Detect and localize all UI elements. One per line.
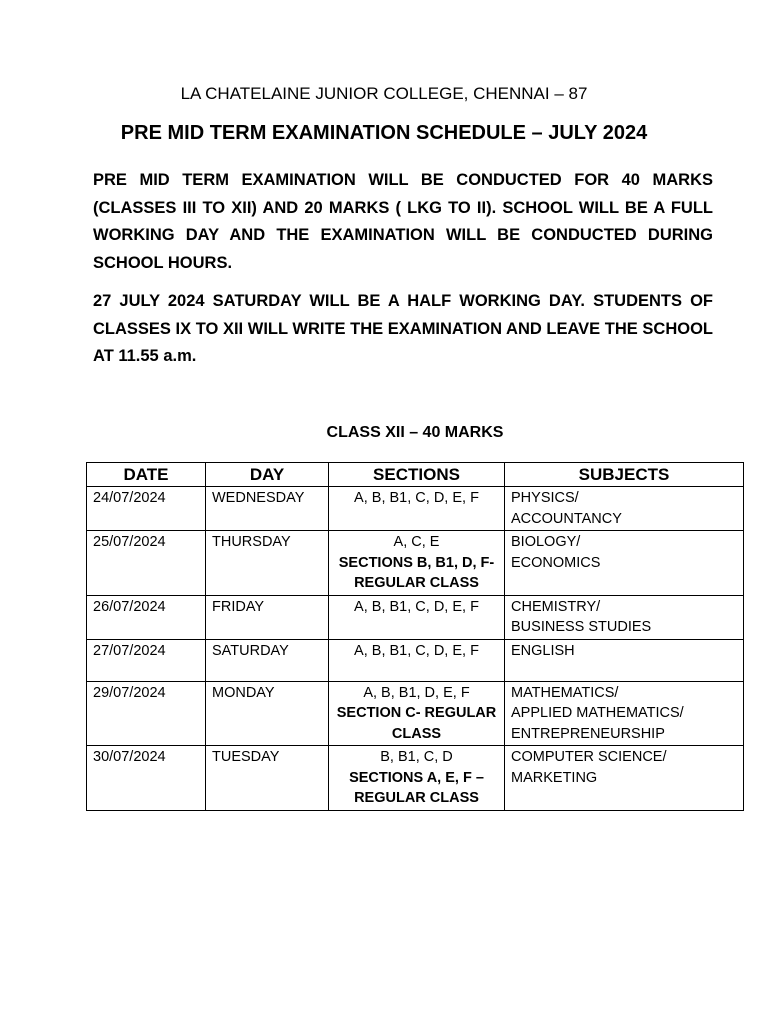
subject-line: BIOLOGY/	[511, 534, 581, 550]
date-cell: 30/07/2024	[87, 746, 206, 811]
column-header-date: DATE	[87, 463, 206, 487]
regular-class-note: SECTIONS B, B1, D, F- REGULAR CLASS	[338, 554, 495, 591]
table-row	[87, 595, 744, 639]
date-cell: 25/07/2024	[87, 531, 206, 596]
date-cell: 27/07/2024	[87, 639, 206, 681]
sections-list: A, B, B1, C, D, E, F	[354, 490, 479, 506]
subjects-cell	[505, 639, 744, 681]
subjects-cell	[505, 531, 744, 596]
subject-line: MATHEMATICS/	[511, 684, 619, 701]
regular-class-note: SECTIONS A, E, F – REGULAR CLASS	[349, 769, 484, 806]
table-row	[87, 531, 744, 596]
sections-list: A, B, B1, C, D, E, F	[354, 642, 479, 659]
subject-line: ENTREPRENEURSHIP	[511, 725, 665, 742]
day-cell: SATURDAY	[206, 639, 329, 681]
day-cell: WEDNESDAY	[206, 487, 329, 531]
sections-list: A, C, E	[393, 534, 440, 550]
day-cell: THURSDAY	[206, 531, 329, 596]
sections-list: A, B, B1, D, E, F	[363, 684, 470, 701]
sections-cell	[329, 531, 505, 596]
table-row	[87, 487, 744, 531]
subject-line: MARKETING	[511, 769, 598, 786]
subject-line: CHEMISTRY/	[511, 598, 601, 615]
day-cell: TUESDAY	[206, 746, 329, 811]
subjects-cell	[505, 487, 744, 531]
subjects-cell	[505, 746, 744, 811]
school-name: LA CHATELAINE JUNIOR COLLEGE, CHENNAI – 87	[180, 84, 588, 103]
subject-line: ENGLISH	[511, 642, 575, 659]
date-cell: 29/07/2024	[87, 681, 206, 746]
column-header-day: DAY	[206, 463, 329, 487]
sections-cell	[329, 595, 505, 639]
sections-cell	[329, 681, 505, 746]
page-title: PRE MID TERM EXAMINATION SCHEDULE – JULY 2024	[120, 122, 648, 144]
subject-line: ECONOMICS	[511, 554, 601, 571]
subject-line: PHYSICS/	[511, 490, 579, 506]
subjects-cell	[505, 595, 744, 639]
subject-line: ACCOUNTANCY	[511, 510, 622, 527]
exam-schedule-table	[86, 462, 744, 811]
table-row	[87, 639, 744, 681]
sections-list: B, B1, C, D	[380, 749, 453, 765]
day-cell: FRIDAY	[206, 595, 329, 639]
notice-paragraph-1: PRE MID TERM EXAMINATION WILL BE CONDUCTED FOR 40 MARKS (CLASSES III TO XII) AND 20 MARKS ( LKG TO II). SCHOOL WILL BE A FULL WORKING DAY AND THE EXAMINATION WILL BE CONDUCTED DURING SCHOOL HOURS.	[93, 171, 713, 272]
day-cell: MONDAY	[206, 681, 329, 746]
column-header-sections: SECTIONS	[329, 463, 505, 487]
subject-line: COMPUTER SCIENCE/	[511, 749, 667, 765]
column-header-subjects: SUBJECTS	[505, 463, 744, 487]
table-row	[87, 681, 744, 746]
subject-line: BUSINESS STUDIES	[511, 619, 652, 635]
sections-list: A, B, B1, C, D, E, F	[354, 598, 479, 615]
notice-paragraph-2: 27 JULY 2024 SATURDAY WILL BE A HALF WORKING DAY. STUDENTS OF CLASSES IX TO XII WILL WRITE THE EXAMINATION AND LEAVE THE SCHOOL AT 11.55 a.m.	[93, 292, 713, 366]
table-caption: CLASS XII – 40 MARKS	[326, 424, 504, 441]
table-header-row	[87, 463, 744, 487]
sections-cell	[329, 487, 505, 531]
subject-line: APPLIED MATHEMATICS/	[511, 705, 684, 721]
sections-cell	[329, 746, 505, 811]
date-cell: 24/07/2024	[87, 487, 206, 531]
subjects-cell	[505, 681, 744, 746]
table-row	[87, 746, 744, 811]
regular-class-note: SECTION C- REGULAR CLASS	[336, 705, 497, 742]
date-cell: 26/07/2024	[87, 595, 206, 639]
sections-cell	[329, 639, 505, 681]
